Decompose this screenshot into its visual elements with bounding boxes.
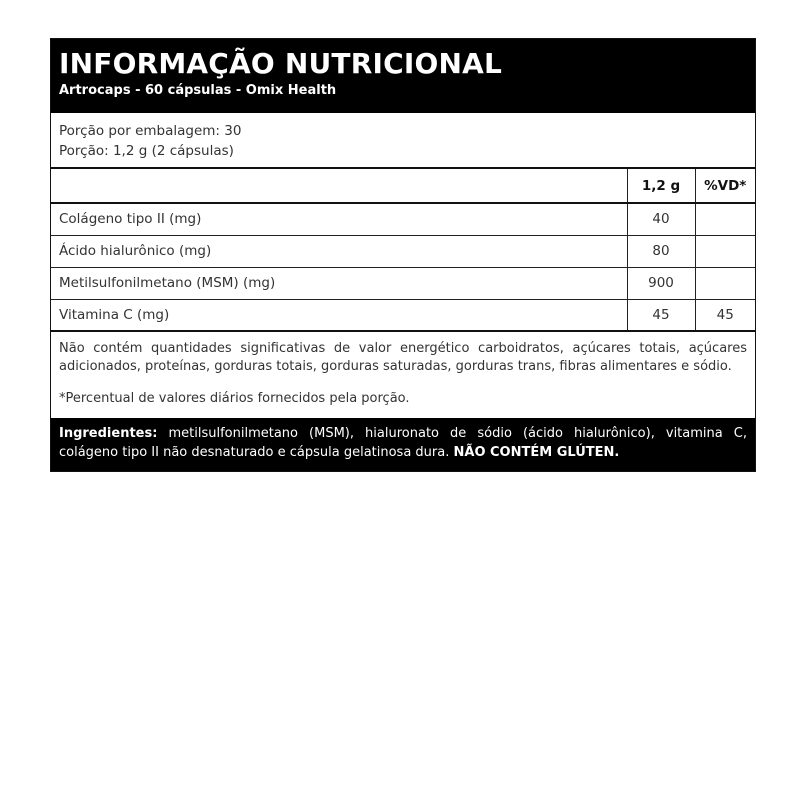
nutrient-vd [695,235,755,267]
portion-per-package: Porção por embalagem: 30 [59,123,242,139]
vd-footnote: *Percentual de valores diários fornecidos pela porção. [59,391,410,406]
nutrient-amount: 45 [627,299,695,331]
product-subtitle: Artrocaps - 60 cápsulas - Omix Health [59,83,337,98]
column-header-name [51,169,627,203]
table-row [51,267,755,299]
nutrient-name: Colágeno tipo II (mg) [51,203,627,235]
nutrition-facts-panel [50,38,756,472]
nutrition-table [51,169,755,332]
nutrient-name: Ácido hialurônico (mg) [51,235,627,267]
nutrient-amount: 80 [627,235,695,267]
table-row [51,299,755,331]
column-header-vd: %VD* [695,169,755,203]
not-significant-note: Não contém quantidades significativas de valor energético carboidratos, açúcares totais, açúcares adicionados, proteínas, gorduras totais, gorduras saturadas, gorduras trans, fibras alimentares e sódio. [59,341,747,374]
nutrient-name: Metilsulfonilmetano (MSM) (mg) [51,267,627,299]
panel-header [51,39,755,113]
ingredients-text: metilsulfonilmetano (MSM), hialuronato de sódio (ácido hialurônico), vitamina C, colágeno tipo II não desnaturado e cápsula gelatinosa dura. [59,426,747,460]
ingredients-block [51,418,755,471]
nutrient-vd [695,267,755,299]
nutrient-name: Vitamina C (mg) [51,299,627,331]
ingredients-label: Ingredientes: [59,426,158,441]
nutrient-vd: 45 [695,299,755,331]
column-header-amount: 1,2 g [627,169,695,203]
nutrient-amount: 900 [627,267,695,299]
nutrient-vd [695,203,755,235]
table-row [51,235,755,267]
portion-info [51,113,755,169]
panel-title: INFORMAÇÃO NUTRICIONAL [59,47,503,80]
portion-serving: Porção: 1,2 g (2 cápsulas) [59,143,234,159]
nutrient-amount: 40 [627,203,695,235]
table-header-row [51,169,755,203]
table-row [51,203,755,235]
gluten-warning: NÃO CONTÉM GLÚTEN. [453,445,620,460]
